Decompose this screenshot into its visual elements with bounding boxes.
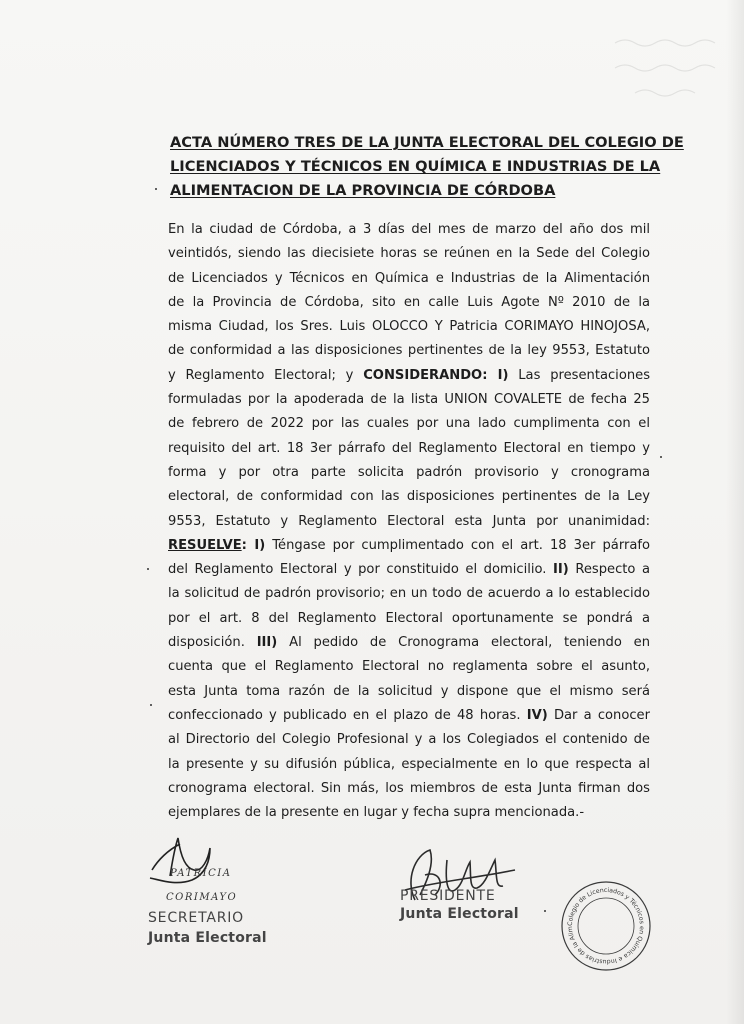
scan-speck	[544, 910, 546, 912]
body-line: requisito del art. 18 3er párrafo del Reglamento Electoral en tiempo y	[168, 440, 650, 456]
secretario-role-sub: Junta Electoral	[148, 930, 267, 946]
item-number-4: IV)	[526, 707, 548, 723]
body-line: veintidós, siendo las diecisiete horas se reúnen en la Sede del Colegio	[168, 246, 650, 262]
body-text: Las presentaciones	[518, 367, 651, 383]
item-number-1: : I)	[241, 537, 266, 553]
body-text: Respecto a	[575, 562, 650, 578]
body-line: cronograma electoral. Sin más, los miembros de esta Junta firman dos	[168, 780, 650, 796]
body-line	[168, 558, 650, 582]
title-line-1: ACTA NÚMERO TRES DE LA JUNTA ELECTORAL DEL COLEGIO DE	[170, 134, 684, 151]
scan-speck	[155, 188, 157, 190]
body-line	[168, 631, 650, 655]
body-line: forma y por otra parte solicita padrón provisorio y cronograma	[168, 464, 650, 480]
body-line: En la ciudad de Córdoba, a 3 días del mes de marzo del año dos mil	[168, 222, 650, 237]
body-line: cuenta que el Reglamento Electoral no reglamenta sobre el asunto,	[168, 659, 650, 675]
body-text: del Reglamento Electoral y por constituido el domicilio.	[168, 562, 547, 578]
body-line: ejemplares de la presente en lugar y fecha supra mencionada.-	[168, 805, 585, 821]
body-text: y Reglamento Electoral; y	[168, 367, 354, 383]
body-line: misma Ciudad, los Sres. Luis OLOCCO Y Patricia CORIMAYO HINOJOSA,	[168, 319, 650, 335]
secretario-role: SECRETARIO	[148, 910, 244, 926]
body-line	[168, 704, 650, 728]
item-number-2: II)	[553, 562, 569, 578]
scan-speck	[147, 568, 149, 570]
body-text: disposición.	[168, 635, 245, 651]
body-line: 9553, Estatuto y Reglamento Electoral esta Junta por unanimidad:	[168, 513, 650, 529]
body-line: de la Provincia de Córdoba, sito en calle Luis Agote Nº 2010 de la	[168, 294, 650, 310]
body-line: de Licenciados y Técnicos en Química e Industrias de la Alimentación	[168, 270, 650, 286]
body-line: la solicitud de padrón provisorio; en un todo de acuerdo a lo establecido	[168, 586, 650, 602]
considerando-heading: CONSIDERANDO: I)	[363, 367, 509, 383]
body-line: por el art. 8 del Reglamento Electoral oportunamente se pondrá a	[168, 610, 650, 626]
scan-speck	[150, 704, 152, 706]
body-line: al Directorio del Colegio Profesional y a los Colegiados el contenido de	[168, 732, 650, 748]
colegio-seal	[560, 880, 652, 972]
body-text: Dar a conocer	[553, 707, 650, 723]
svg-text:Colegio de Licenciados y Técni	[560, 880, 645, 965]
body-line	[168, 534, 650, 558]
item-number-3: III)	[256, 635, 278, 651]
document-title	[170, 131, 684, 203]
title-line-3: ALIMENTACION DE LA PROVINCIA DE CÓRDOBA	[170, 182, 556, 199]
presidente-role: PRESIDENTE	[400, 888, 496, 904]
title-line-2: LICENCIADOS Y TÉCNICOS EN QUÍMICA E INDUSTRIAS DE LA	[170, 158, 661, 175]
body-text: confeccionado y publicado en el plazo de 48 horas.	[168, 707, 521, 723]
bleed-through-writing	[610, 28, 730, 118]
seal-text: Colegio de Licenciados y Técnicos en Química e Industrias de la Alim	[566, 886, 646, 966]
resuelve-heading: RESUELVE	[168, 537, 242, 553]
presidente-role-sub: Junta Electoral	[400, 906, 519, 922]
body-line: de conformidad a las disposiciones pertinentes de la ley 9553, Estatuto	[168, 343, 650, 359]
scan-speck	[660, 456, 662, 458]
act-body	[168, 218, 650, 825]
body-line: formuladas por la apoderada de la lista UNION COVALETE de fecha 25	[168, 392, 650, 408]
body-line: de febrero de 2022 por las cuales por una lado cumplimenta con el	[168, 416, 650, 432]
body-line	[168, 364, 650, 388]
page-edge-shadow	[726, 0, 744, 1024]
body-text: Al pedido de Cronograma electoral, teniendo en	[289, 635, 651, 651]
body-text: Téngase por cumplimentado con el art. 18 3er párrafo	[272, 537, 651, 553]
secretario-handwritten-first-name: PATRICIA	[170, 868, 232, 879]
body-line: electoral, de conformidad con las disposiciones pertinentes de la Ley	[168, 489, 650, 505]
body-line: la presente y su difusión pública, especialmente en lo que respecta al	[168, 756, 650, 772]
body-line: esta Junta toma razón de la solicitud y dispone que el mismo será	[168, 683, 650, 699]
secretario-handwritten-last-name: CORIMAYO	[166, 892, 238, 903]
